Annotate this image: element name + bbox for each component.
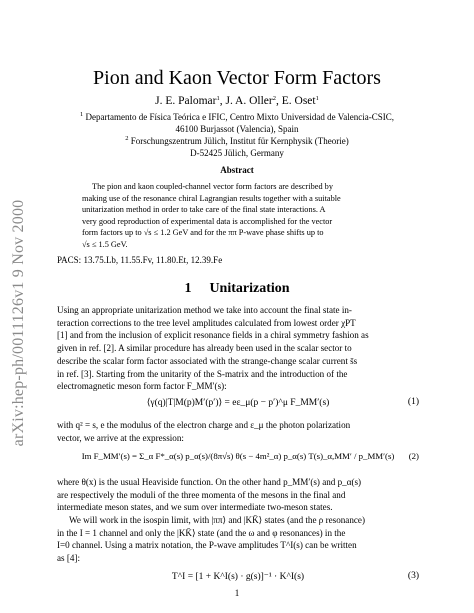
- text-line: describe the scalar form factor associated with the strange-change scalar current s̄s: [57, 355, 358, 366]
- section-heading: [0, 281, 474, 297]
- text-line: given in ref. [2]. A similar procedure has already been used in the scalar sector to: [57, 343, 352, 354]
- abstract-line: making use of the resonance chiral Lagrangian results together with a suitable: [82, 193, 341, 203]
- affiliation-line: Departamento de Física Teórica e IFIC, Centro Mixto Universidad de Valencia-CSIC,: [85, 112, 394, 122]
- affiliation-mark: 2: [125, 135, 129, 142]
- affiliation-mark: 1: [80, 111, 84, 118]
- affiliation-1: [0, 111, 474, 135]
- text-line: in the I = 1 channel and only the |KK̄⟩ state (and the ω and φ resonances) in the: [57, 527, 346, 538]
- paragraph-3: [57, 476, 419, 514]
- text-line: I=0 channel. Using a matrix notation, the P-wave amplitudes T^I(s) can be written: [57, 540, 357, 551]
- affiliation-line: D-52425 Jülich, Germany: [190, 148, 284, 158]
- affiliation-line: Forschungszentrum Jülich, Institut für Kernphysik (Theorie): [130, 136, 349, 146]
- section-number: 1: [184, 281, 192, 296]
- paragraph-2: [57, 419, 419, 444]
- text-line: as [4]:: [57, 553, 80, 564]
- paragraph-4: [57, 514, 419, 565]
- page-number: 1: [234, 588, 240, 598]
- text-line: with q² = s, e the modulus of the electron charge and ε_μ the photon polarization: [57, 420, 351, 430]
- equation-body: Im F_MM′(s) = Σ_α F*_α(s) p_α(s)/(8π√s) θ(s − 4m²_α) p_α(s) T(s)_α,MM′ / p_MM′(s): [81, 451, 395, 461]
- text-line: teraction corrections to the tree level amplitudes calculated from lowest order χPT: [57, 317, 356, 328]
- text-line: We will work in the isospin limit, with |ππ⟩ and |KK̄⟩ states (and the ρ resonance): [69, 515, 365, 525]
- arxiv-side-stamp: [5, 183, 33, 463]
- text-line: [1] and from the inclusion of explicit resonance fields in a chiral symmetry fashion as: [57, 330, 369, 341]
- affiliation-line: 46100 Burjassot (Valencia), Spain: [175, 124, 299, 134]
- abstract-body: [82, 181, 394, 251]
- abstract-line: The pion and kaon coupled-channel vector form factors are described by: [92, 182, 333, 191]
- author-affiliation-mark: 1: [315, 95, 319, 102]
- equation-number: (2): [408, 451, 419, 461]
- author-affiliation-mark: 1: [216, 95, 220, 102]
- abstract-line: form factors up to √s ≤ 1.2 GeV and for the ππ P-wave phase shifts up to: [82, 228, 324, 238]
- author-name: E. Oset: [281, 95, 316, 107]
- text-line: vector, we arrive at the expression:: [57, 432, 184, 443]
- abstract-line: √s ≤ 1.5 GeV.: [82, 239, 128, 249]
- text-line: in ref. [3]. Starting from the unitarity of the S-matrix and the introduction of the: [57, 368, 348, 379]
- abstract-heading: Abstract: [220, 165, 254, 175]
- affiliation-2: [0, 135, 474, 159]
- equation-number: (3): [407, 571, 419, 581]
- text-line: electromagnetic meson form factor F_MM′(s):: [57, 381, 227, 392]
- section-title: Unitarization: [209, 281, 290, 296]
- equation-body: T^I = [1 + K^I(s) · g(s)]⁻¹ · K^I(s): [171, 572, 305, 582]
- equation-number: (1): [407, 397, 419, 407]
- abstract-line: unitarization method in order to take care of the final state interactions. A: [82, 205, 326, 215]
- author-name: J. E. Palomar: [155, 95, 217, 107]
- abstract-line: very good reproduction of experimental data is accomplished for the vector: [82, 216, 333, 226]
- author-affiliation-mark: 2: [272, 95, 276, 102]
- equation-body: ⟨γ(q)|T|M(p)M′(p′)⟩ = eε_μ(p − p′)^μ F_MM′(s): [146, 398, 330, 408]
- author-name: J. A. Oller: [225, 95, 273, 107]
- text-line: where θ(x) is the usual Heaviside function. On the other hand p_MM′(s) and p_α(s): [57, 477, 362, 487]
- text-line: intermediate meson states, and we sum over intermediate two-meson states.: [57, 502, 333, 513]
- paragraph-1: [57, 304, 419, 393]
- pacs-codes: PACS: 13.75.Lb, 11.55.Fv, 11.80.Et, 12.39.Fe: [57, 255, 223, 265]
- paper-title: Pion and Kaon Vector Form Factors: [93, 67, 381, 89]
- arxiv-identifier: arXiv:hep-ph/0011126v1 9 Nov 2000: [10, 199, 27, 447]
- text-line: are respectively the moduli of the three momenta of the mesons in the final and: [57, 489, 346, 500]
- text-line: Using an appropriate unitarization method we take into account the final state in-: [57, 305, 352, 315]
- author-list: J. E. Palomar$^1$, J. A. Oller$^2$, E. Oset$^1$: [155, 95, 319, 107]
